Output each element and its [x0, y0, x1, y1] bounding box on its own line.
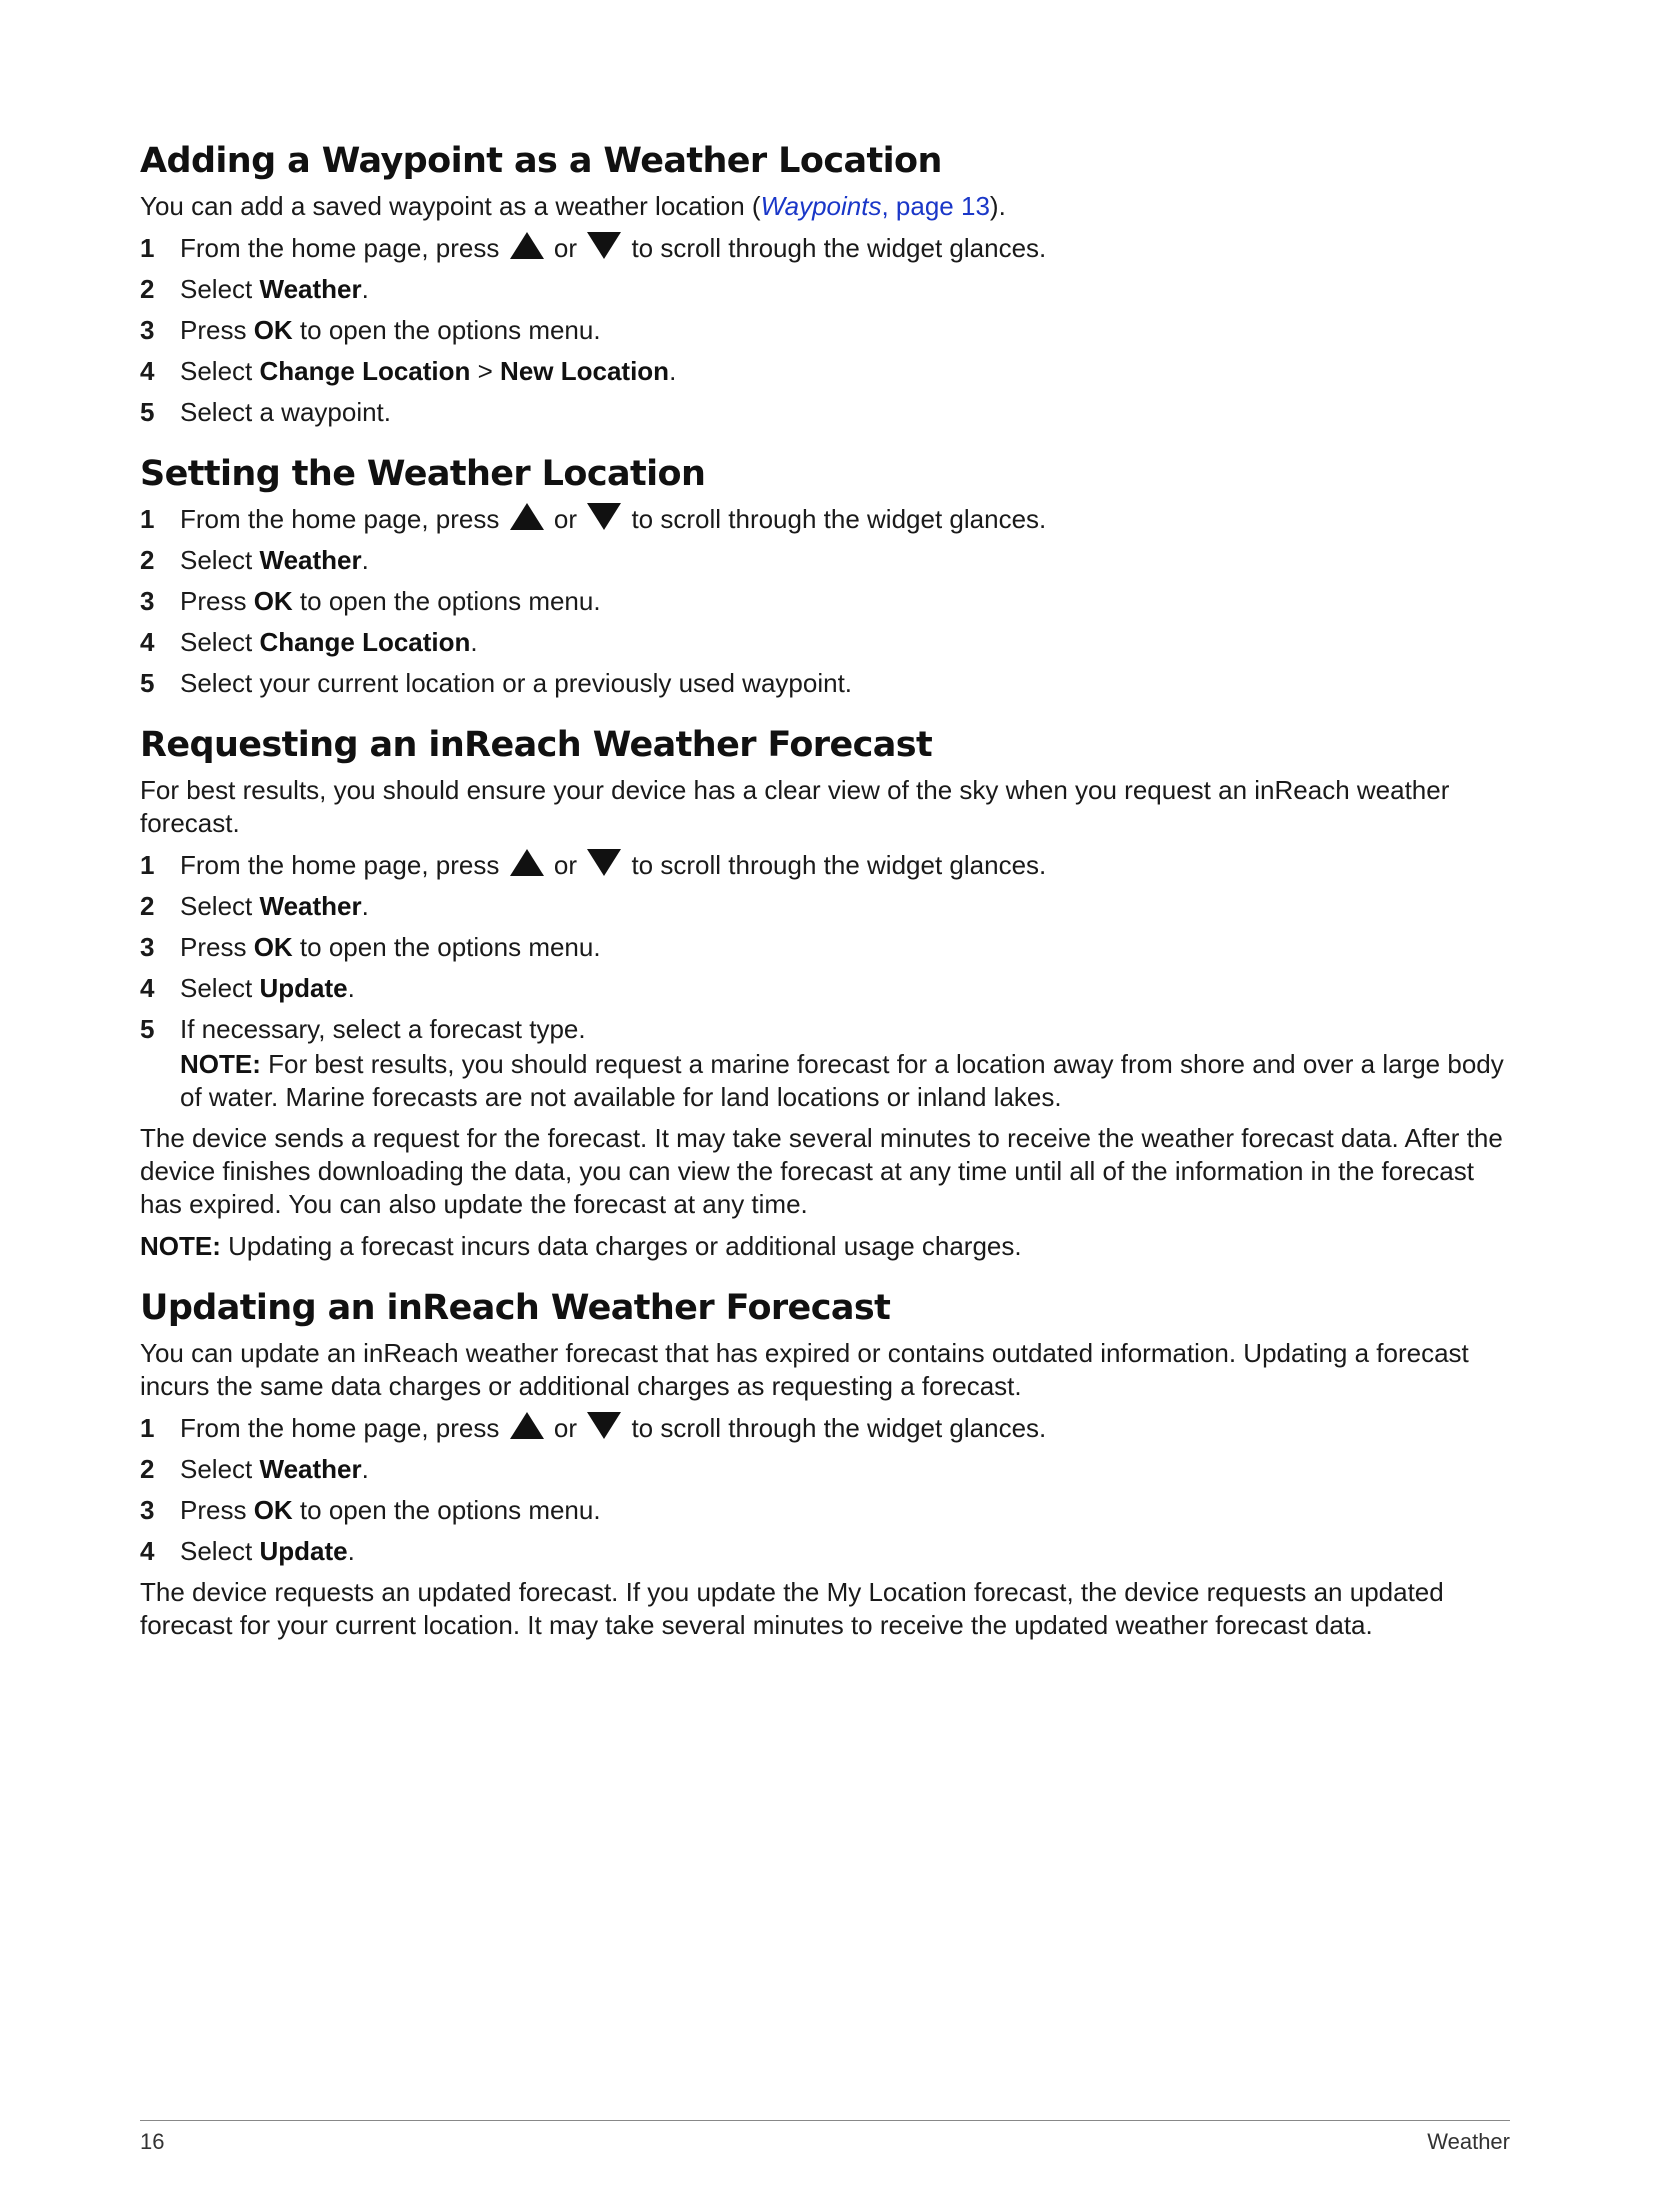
- list-item: 3 Press OK to open the options menu.: [140, 932, 601, 962]
- section-adding-waypoint: [140, 138, 1510, 429]
- list-item: 2 Select Weather.: [140, 891, 369, 921]
- section-heading: Setting the Weather Location: [140, 454, 706, 494]
- steps-list: [140, 849, 1510, 1114]
- list-item: 5 If necessary, select a forecast type. NOTE: For best results, you should request a marine forecast for a location away from shore and over a large body of water. Marine forecasts are not available for land locations or inland lakes.: [140, 1013, 1510, 1114]
- list-item: 1 From the home page, press or to scroll through the widget glances.: [140, 1413, 1047, 1443]
- steps-list: [140, 1412, 1510, 1568]
- section-requesting-forecast: [140, 722, 1510, 1263]
- list-item: 1 From the home page, press or to scroll through the widget glances.: [140, 850, 1047, 880]
- section-intro: For best results, you should ensure your device has a clear view of the sky when you request an inReach weather forecast.: [140, 775, 1450, 838]
- up-arrow-button-icon: [510, 232, 544, 259]
- down-arrow-button-icon: [587, 849, 621, 876]
- list-item: 4 Select Update.: [140, 1536, 355, 1566]
- section-intro: You can update an inReach weather forecast that has expired or contains outdated information. Updating a forecast incurs the same data charges or additional charges as requesting a forecast.: [140, 1338, 1469, 1401]
- document-page: [140, 138, 1510, 1664]
- step-note: NOTE: For best results, you should request a marine forecast for a location away from shore and over a large body of water. Marine forecasts are not available for land locations or inland lakes.: [180, 1049, 1504, 1112]
- list-item: 3 Press OK to open the options menu.: [140, 315, 601, 345]
- section-updating-forecast: [140, 1285, 1510, 1642]
- section-heading: Adding a Waypoint as a Weather Location: [140, 141, 942, 181]
- list-item: 2 Select Weather.: [140, 274, 369, 304]
- waypoints-link[interactable]: Waypoints, page 13: [760, 191, 990, 221]
- down-arrow-button-icon: [587, 232, 621, 259]
- section-intro: You can add a saved waypoint as a weather location (Waypoints, page 13).: [140, 191, 1006, 221]
- list-item: 4 Select Change Location > New Location.: [140, 356, 677, 386]
- list-item: 1 From the home page, press or to scroll through the widget glances.: [140, 233, 1047, 263]
- list-item: 5 Select a waypoint.: [140, 397, 392, 427]
- list-item: 5 Select your current location or a previously used waypoint.: [140, 668, 853, 698]
- list-item: 3 Press OK to open the options menu.: [140, 586, 601, 616]
- list-item: 4 Select Change Location.: [140, 627, 478, 657]
- list-item: 4 Select Update.: [140, 973, 355, 1003]
- steps-list: [140, 232, 1510, 429]
- page-footer: [140, 2120, 1510, 2155]
- steps-list: [140, 503, 1510, 700]
- section-result: The device requests an updated forecast. If you update the My Location forecast, the device requests an updated forecast for your current location. It may take several minutes to receive the updated weather forecast data.: [140, 1577, 1444, 1640]
- section-setting-location: [140, 451, 1510, 700]
- footer-section-name: Weather: [1427, 2129, 1510, 2154]
- up-arrow-button-icon: [510, 849, 544, 876]
- section-heading: Requesting an inReach Weather Forecast: [140, 725, 933, 765]
- list-item: 2 Select Weather.: [140, 545, 369, 575]
- list-item: 1 From the home page, press or to scroll through the widget glances.: [140, 504, 1047, 534]
- section-result: The device sends a request for the forecast. It may take several minutes to receive the weather forecast data. After the device finishes downloading the data, you can view the forecast at any time until all of the information in the forecast has expired. You can also update the forecast at any time.: [140, 1123, 1503, 1219]
- up-arrow-button-icon: [510, 503, 544, 530]
- section-note: NOTE: Updating a forecast incurs data charges or additional usage charges.: [140, 1231, 1022, 1261]
- up-arrow-button-icon: [510, 1412, 544, 1439]
- page-number: 16: [140, 2129, 165, 2154]
- list-item: 2 Select Weather.: [140, 1454, 369, 1484]
- section-heading: Updating an inReach Weather Forecast: [140, 1288, 891, 1328]
- down-arrow-button-icon: [587, 503, 621, 530]
- list-item: 3 Press OK to open the options menu.: [140, 1495, 601, 1525]
- down-arrow-button-icon: [587, 1412, 621, 1439]
